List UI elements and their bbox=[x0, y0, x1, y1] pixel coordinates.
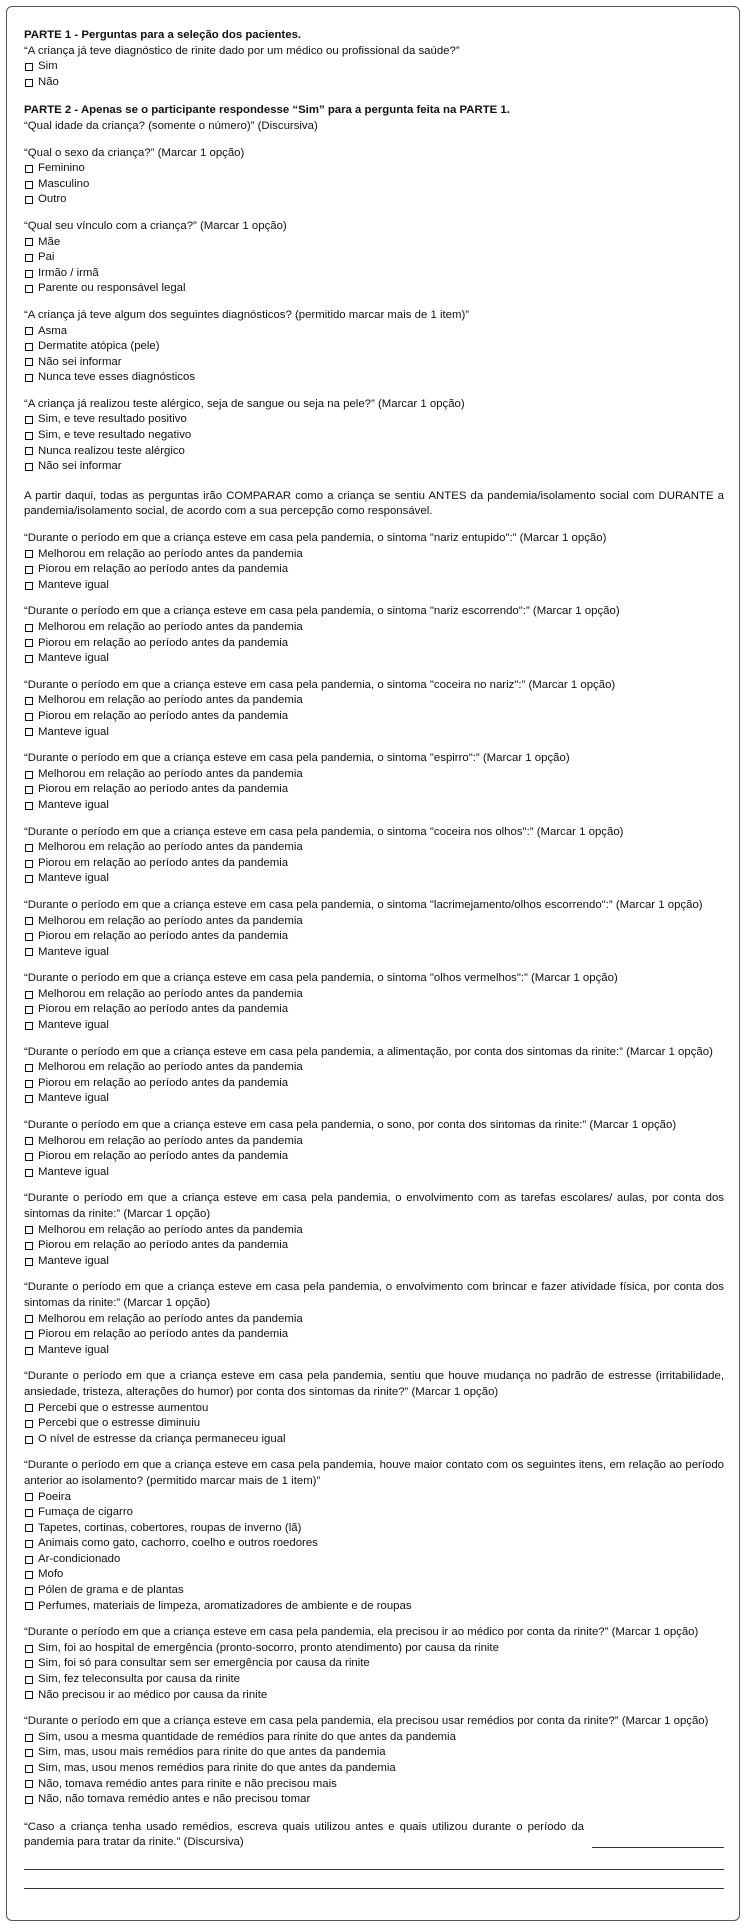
option[interactable] bbox=[24, 1134, 724, 1150]
option[interactable] bbox=[24, 235, 724, 251]
option-label: Manteve igual bbox=[38, 1092, 109, 1105]
option[interactable] bbox=[24, 1792, 724, 1808]
option[interactable] bbox=[24, 1165, 724, 1181]
option[interactable] bbox=[24, 1730, 724, 1746]
question-block bbox=[24, 1714, 724, 1808]
option-label: Sim bbox=[38, 60, 58, 73]
option[interactable] bbox=[24, 620, 724, 636]
option-label: Manteve igual bbox=[38, 945, 109, 958]
option[interactable] bbox=[24, 1536, 724, 1552]
option[interactable] bbox=[24, 444, 724, 460]
option[interactable] bbox=[24, 161, 724, 177]
option[interactable] bbox=[24, 914, 724, 930]
option-label: Feminino bbox=[38, 162, 85, 175]
option-label: Melhorou em relação ao período antes da pandemia bbox=[38, 841, 303, 854]
option[interactable] bbox=[24, 75, 724, 91]
question-text: “Durante o período em que a criança esteve em casa pela pandemia, houve maior contato com os seguintes itens, em relação ao período anterior ao isolamento? (permitido marcar mais de 1 item)” bbox=[24, 1459, 724, 1487]
option-label: Piorou em relação ao período antes da pandemia bbox=[38, 856, 289, 869]
option-label: Melhorou em relação ao período antes da pandemia bbox=[38, 547, 303, 560]
option-label: Asma bbox=[38, 324, 68, 337]
option-label: Nunca realizou teste alérgico bbox=[38, 444, 185, 457]
option[interactable] bbox=[24, 1076, 724, 1092]
question-text: “A criança já realizou teste alérgico, seja de sangue ou seja na pele?” (Marcar 1 opção) bbox=[24, 397, 465, 410]
option-label: Fumaça de cigarro bbox=[38, 1506, 133, 1519]
checkbox[interactable] bbox=[25, 917, 33, 925]
option[interactable] bbox=[24, 1567, 724, 1583]
option-label: Não, não tomava remédio antes e não precisou tomar bbox=[38, 1793, 311, 1806]
option[interactable] bbox=[24, 945, 724, 961]
option[interactable] bbox=[24, 1688, 724, 1704]
option-label: Outro bbox=[38, 193, 67, 206]
option[interactable] bbox=[24, 725, 724, 741]
option-label: Manteve igual bbox=[38, 798, 109, 811]
part2-section bbox=[24, 103, 724, 134]
option-label: Pai bbox=[38, 251, 55, 264]
option[interactable] bbox=[24, 1656, 724, 1672]
checkbox[interactable] bbox=[25, 270, 33, 278]
question-text: “Durante o período em que a criança esteve em casa pela pandemia, o sintoma "nariz entupido":” (Marcar 1 opção) bbox=[24, 532, 607, 545]
option-label: O nível de estresse da criança permaneceu igual bbox=[38, 1432, 286, 1445]
checkbox[interactable] bbox=[25, 1331, 33, 1339]
checkbox[interactable] bbox=[25, 374, 33, 382]
part1-section bbox=[24, 28, 724, 90]
question-block bbox=[24, 898, 724, 960]
option[interactable] bbox=[24, 1761, 724, 1777]
option-label: Manteve igual bbox=[38, 1165, 109, 1178]
option[interactable] bbox=[24, 929, 724, 945]
option-label: Manteve igual bbox=[38, 872, 109, 885]
checkbox[interactable] bbox=[25, 771, 33, 779]
checkbox[interactable] bbox=[25, 1022, 33, 1030]
checkbox[interactable] bbox=[25, 844, 33, 852]
option[interactable] bbox=[24, 1343, 724, 1359]
option[interactable] bbox=[24, 871, 724, 887]
checkbox[interactable] bbox=[25, 1080, 33, 1088]
checkbox[interactable] bbox=[25, 63, 33, 71]
option-label: Manteve igual bbox=[38, 1019, 109, 1032]
option-label: Melhorou em relação ao período antes da pandemia bbox=[38, 694, 303, 707]
checkbox[interactable] bbox=[25, 1676, 33, 1684]
checkbox[interactable] bbox=[25, 1242, 33, 1250]
option[interactable] bbox=[24, 281, 724, 297]
final-question bbox=[24, 1820, 724, 1851]
question-text: “Durante o período em que a criança esteve em casa pela pandemia, a alimentação, por conta dos sintomas da rinite:” (Marcar 1 opção) bbox=[24, 1045, 713, 1058]
question-block bbox=[24, 678, 724, 740]
questions-demographic bbox=[24, 146, 724, 475]
option-label: Piorou em relação ao período antes da pandemia bbox=[38, 563, 289, 576]
option[interactable] bbox=[24, 1490, 724, 1506]
part2-title: PARTE 2 - Apenas se o participante respondesse “Sim” para a pergunta feita na PARTE 1. bbox=[24, 104, 510, 117]
option-label: Sim, mas, usou menos remédios para rinite do que antes da pandemia bbox=[38, 1762, 396, 1774]
option[interactable] bbox=[24, 1223, 724, 1239]
option[interactable] bbox=[24, 1401, 724, 1417]
checkbox[interactable] bbox=[25, 728, 33, 736]
question-block bbox=[24, 146, 724, 208]
checkbox[interactable] bbox=[25, 655, 33, 663]
checkbox[interactable] bbox=[25, 1749, 33, 1757]
option-label: Não sei informar bbox=[38, 355, 122, 368]
question-block bbox=[24, 1280, 724, 1358]
checkbox[interactable] bbox=[25, 416, 33, 424]
option[interactable] bbox=[24, 1583, 724, 1599]
option-label: Perfumes, materiais de limpeza, aromatizadores de ambiente e de roupas bbox=[38, 1599, 412, 1612]
question-block bbox=[24, 825, 724, 887]
option-label: Piorou em relação ao período antes da pandemia bbox=[38, 1328, 289, 1341]
option[interactable] bbox=[24, 1091, 724, 1107]
option-label: Dermatite atópica (pele) bbox=[38, 340, 160, 353]
option[interactable] bbox=[24, 1060, 724, 1076]
option-label: Melhorou em relação ao período antes da pandemia bbox=[38, 987, 303, 1000]
question-text: “Durante o período em que a criança esteve em casa pela pandemia, o sintoma "lacrimejamento/olhos escorrendo":” (Marcar 1 opção) bbox=[24, 898, 703, 911]
checkbox[interactable] bbox=[25, 1524, 33, 1532]
question-text: “Durante o período em que a criança esteve em casa pela pandemia, o sintoma "olhos vermelhos":” (Marcar 1 opção) bbox=[24, 972, 618, 985]
question-block bbox=[24, 1458, 724, 1614]
checkbox[interactable] bbox=[25, 343, 33, 351]
option[interactable] bbox=[24, 250, 724, 266]
option-label: Piorou em relação ao período antes da pandemia bbox=[38, 1239, 289, 1252]
checkbox[interactable] bbox=[25, 1404, 33, 1412]
option[interactable] bbox=[24, 767, 724, 783]
checkbox[interactable] bbox=[25, 786, 33, 794]
checkbox[interactable] bbox=[25, 79, 33, 87]
option-label: Melhorou em relação ao período antes da pandemia bbox=[38, 1223, 303, 1236]
checkbox[interactable] bbox=[25, 933, 33, 941]
option-label: Pólen de grama e de plantas bbox=[38, 1584, 184, 1597]
option-label: Piorou em relação ao período antes da pandemia bbox=[38, 1076, 289, 1089]
checkbox[interactable] bbox=[25, 991, 33, 999]
question-text: “Durante o período em que a criança esteve em casa pela pandemia, o sintoma "coceira nos olhos":” (Marcar 1 opção) bbox=[24, 825, 624, 838]
question-text: “Durante o período em que a criança esteve em casa pela pandemia, o sintoma "espirro":” (Marcar 1 opção) bbox=[24, 752, 570, 765]
option-label: Percebi que o estresse diminuiu bbox=[38, 1417, 201, 1430]
question-block bbox=[24, 397, 724, 475]
option[interactable] bbox=[24, 636, 724, 652]
option[interactable] bbox=[24, 177, 724, 193]
option[interactable] bbox=[24, 1672, 724, 1688]
option[interactable] bbox=[24, 709, 724, 725]
checkbox[interactable] bbox=[25, 181, 33, 189]
option-label: Tapetes, cortinas, cobertores, roupas de inverno (lã) bbox=[38, 1521, 302, 1534]
checkbox[interactable] bbox=[25, 1645, 33, 1653]
answer-line[interactable] bbox=[592, 1836, 724, 1848]
checkbox[interactable] bbox=[25, 1734, 33, 1742]
checkbox[interactable] bbox=[25, 566, 33, 574]
option[interactable] bbox=[24, 782, 724, 798]
question-block bbox=[24, 1118, 724, 1180]
option-label: Manteve igual bbox=[38, 1343, 109, 1356]
checkbox[interactable] bbox=[25, 697, 33, 705]
question-block bbox=[24, 971, 724, 1033]
option[interactable] bbox=[24, 1312, 724, 1328]
checkbox[interactable] bbox=[25, 1347, 33, 1355]
checkbox[interactable] bbox=[25, 1765, 33, 1773]
question-text: “A criança já teve algum dos seguintes diagnósticos? (permitido marcar mais de 1 item)” bbox=[24, 308, 470, 321]
part1-question: “A criança já teve diagnóstico de rinite dado por um médico ou profissional da saúde?” bbox=[24, 44, 460, 57]
option-label: Percebi que o estresse aumentou bbox=[38, 1401, 209, 1414]
option-label: Masculino bbox=[38, 177, 90, 190]
question-text: “Durante o período em que a criança esteve em casa pela pandemia, sentiu que houve mudança no padrão de estresse (irritabilidade, ansiedade, tristeza, alterações do humor) por conta dos sintomas da rinite?” (Marcar 1 opção) bbox=[24, 1370, 724, 1398]
answer-line[interactable] bbox=[24, 1870, 724, 1889]
checkbox[interactable] bbox=[25, 1169, 33, 1177]
option-label: Melhorou em relação ao período antes da pandemia bbox=[38, 767, 303, 780]
checkbox[interactable] bbox=[25, 432, 33, 440]
option[interactable] bbox=[24, 324, 724, 340]
checkbox[interactable] bbox=[25, 1226, 33, 1234]
option-label: Melhorou em relação ao período antes da pandemia bbox=[38, 1061, 303, 1074]
checkbox[interactable] bbox=[25, 1587, 33, 1595]
checkbox[interactable] bbox=[25, 1796, 33, 1804]
answer-line[interactable] bbox=[24, 1851, 724, 1870]
checkbox[interactable] bbox=[25, 1571, 33, 1579]
option-label: Poeira bbox=[38, 1490, 71, 1503]
question-block bbox=[24, 219, 724, 297]
question-text: “Qual o sexo da criança?” (Marcar 1 opção) bbox=[24, 146, 245, 159]
checkbox[interactable] bbox=[25, 1493, 33, 1501]
option-label: Piorou em relação ao período antes da pandemia bbox=[38, 709, 289, 722]
option[interactable] bbox=[24, 987, 724, 1003]
option[interactable] bbox=[24, 547, 724, 563]
checkbox[interactable] bbox=[25, 1258, 33, 1266]
checkbox[interactable] bbox=[25, 875, 33, 883]
option[interactable] bbox=[24, 840, 724, 856]
option[interactable] bbox=[24, 1552, 724, 1568]
option[interactable] bbox=[24, 1777, 724, 1793]
checkbox[interactable] bbox=[25, 327, 33, 335]
option[interactable] bbox=[24, 1641, 724, 1657]
option-label: Parente ou responsável legal bbox=[38, 282, 186, 295]
option-label: Piorou em relação ao período antes da pandemia bbox=[38, 636, 289, 649]
question-text: “Durante o período em que a criança esteve em casa pela pandemia, o sintoma "nariz escorrendo":” (Marcar 1 opção) bbox=[24, 605, 620, 618]
option-label: Sim, e teve resultado positivo bbox=[38, 413, 187, 426]
option[interactable] bbox=[24, 693, 724, 709]
checkbox[interactable] bbox=[25, 447, 33, 455]
option[interactable] bbox=[24, 459, 724, 475]
option-label: Sim, foi ao hospital de emergência (pronto-socorro, pronto atendimento) por causa da rinite bbox=[38, 1641, 499, 1654]
option-label: Nunca teve esses diagnósticos bbox=[38, 371, 196, 384]
option[interactable] bbox=[24, 1149, 724, 1165]
option[interactable] bbox=[24, 856, 724, 872]
option[interactable] bbox=[24, 562, 724, 578]
checkbox[interactable] bbox=[25, 1095, 33, 1103]
checkbox[interactable] bbox=[25, 196, 33, 204]
checkbox[interactable] bbox=[25, 1556, 33, 1564]
question-text: “Durante o período em que a criança esteve em casa pela pandemia, ela precisou usar remédios por conta da rinite?” (Marcar 1 opção) bbox=[24, 1715, 709, 1728]
option-label: Mofo bbox=[38, 1568, 64, 1581]
option-label: Melhorou em relação ao período antes da pandemia bbox=[38, 621, 303, 633]
final-question-text: “Caso a criança tenha usado remédios, escreva quais utilizou antes e quais utilizou durante o período da pandemia para tratar da rinite.” (Discursiva) bbox=[24, 1820, 584, 1849]
age-question: “Qual idade da criança? (somente o número)” (Discursiva) bbox=[24, 119, 318, 132]
checkbox[interactable] bbox=[25, 285, 33, 293]
checkbox[interactable] bbox=[25, 1137, 33, 1145]
checkbox[interactable] bbox=[25, 624, 33, 632]
questions-comparison bbox=[24, 531, 724, 1808]
option[interactable] bbox=[24, 339, 724, 355]
option[interactable] bbox=[24, 1599, 724, 1615]
option-label: Piorou em relação ao período antes da pandemia bbox=[38, 930, 289, 943]
option-label: Sim, usou a mesma quantidade de remédios para rinite do que antes da pandemia bbox=[38, 1730, 456, 1743]
option-label: Piorou em relação ao período antes da pandemia bbox=[38, 1150, 289, 1163]
option-label: Sim, e teve resultado negativo bbox=[38, 429, 192, 442]
option-label: Não bbox=[38, 75, 59, 88]
checkbox[interactable] bbox=[25, 1006, 33, 1014]
option-label: Melhorou em relação ao período antes da pandemia bbox=[38, 1312, 303, 1325]
question-block bbox=[24, 1369, 724, 1447]
option-label: Manteve igual bbox=[38, 1254, 109, 1267]
question-text: “Durante o período em que a criança esteve em casa pela pandemia, o sono, por conta dos sintomas da rinite:” (Marcar 1 opção) bbox=[24, 1119, 677, 1132]
option-label: Melhorou em relação ao período antes da pandemia bbox=[38, 914, 303, 927]
option-label: Piorou em relação ao período antes da pandemia bbox=[38, 1003, 289, 1016]
option[interactable] bbox=[24, 1254, 724, 1270]
checkbox[interactable] bbox=[25, 948, 33, 956]
option[interactable] bbox=[24, 1002, 724, 1018]
checkbox[interactable] bbox=[25, 550, 33, 558]
option-label: Manteve igual bbox=[38, 725, 109, 738]
option[interactable] bbox=[24, 412, 724, 428]
part1-title: PARTE 1 - Perguntas para a seleção dos pacientes. bbox=[24, 29, 302, 41]
option-label: Manteve igual bbox=[38, 578, 109, 591]
question-block bbox=[24, 604, 724, 666]
checkbox[interactable] bbox=[25, 1153, 33, 1161]
question-block bbox=[24, 751, 724, 813]
question-text: “Durante o período em que a criança esteve em casa pela pandemia, o envolvimento com brincar e fazer atividade física, por conta dos sintomas da rinite:” (Marcar 1 opção) bbox=[24, 1281, 724, 1309]
option-label: Mãe bbox=[38, 235, 61, 248]
option[interactable] bbox=[24, 1416, 724, 1432]
checkbox[interactable] bbox=[25, 1064, 33, 1072]
checkbox[interactable] bbox=[25, 1691, 33, 1699]
option-label: Manteve igual bbox=[38, 652, 109, 665]
checkbox[interactable] bbox=[25, 463, 33, 471]
option-label: Não, tomava remédio antes para rinite e não precisou mais bbox=[38, 1777, 337, 1790]
option[interactable] bbox=[24, 355, 724, 371]
option-label: Não sei informar bbox=[38, 460, 122, 473]
option-label: Sim, foi só para consultar sem ser emergência por causa da rinite bbox=[38, 1657, 370, 1670]
checkbox[interactable] bbox=[25, 1436, 33, 1444]
option[interactable] bbox=[24, 1238, 724, 1254]
option-label: Sim, fez teleconsulta por causa da rinite bbox=[38, 1673, 240, 1686]
option-label: Animais como gato, cachorro, coelho e outros roedores bbox=[38, 1537, 318, 1550]
option[interactable] bbox=[24, 1327, 724, 1343]
option[interactable] bbox=[24, 1018, 724, 1034]
checkbox[interactable] bbox=[25, 254, 33, 262]
option-label: Sim, mas, usou mais remédios para rinite do que antes da pandemia bbox=[38, 1746, 386, 1759]
comparison-intro: A partir daqui, todas as perguntas irão COMPARAR como a criança se sentiu ANTES da pandemia/isolamento social com DURANTE a pandemia/isolamento social, de acordo com a sua percepção como responsável. bbox=[24, 489, 724, 518]
option[interactable] bbox=[24, 59, 724, 75]
option[interactable] bbox=[24, 192, 724, 208]
checkbox[interactable] bbox=[25, 1540, 33, 1548]
checkbox[interactable] bbox=[25, 165, 33, 173]
checkbox[interactable] bbox=[25, 802, 33, 810]
checkbox[interactable] bbox=[25, 1315, 33, 1323]
question-block bbox=[24, 1045, 724, 1107]
option-label: Piorou em relação ao período antes da pandemia bbox=[38, 783, 289, 796]
question-text: “Durante o período em que a criança esteve em casa pela pandemia, ela precisou ir ao médico por conta da rinite?” (Marcar 1 opção) bbox=[24, 1626, 699, 1639]
option[interactable] bbox=[24, 1521, 724, 1537]
option-label: Não precisou ir ao médico por causa da rinite bbox=[38, 1688, 268, 1701]
question-block bbox=[24, 531, 724, 593]
question-block bbox=[24, 308, 724, 386]
option[interactable] bbox=[24, 1505, 724, 1521]
checkbox[interactable] bbox=[25, 639, 33, 647]
option-label: Ar-condicionado bbox=[38, 1552, 121, 1565]
option-label: Irmão / irmã bbox=[38, 266, 99, 279]
question-text: “Durante o período em que a criança esteve em casa pela pandemia, o envolvimento com as tarefas escolares/ aulas, por conta dos sintomas da rinite:” (Marcar 1 opção) bbox=[24, 1192, 724, 1220]
option[interactable] bbox=[24, 266, 724, 282]
checkbox[interactable] bbox=[25, 1420, 33, 1428]
checkbox[interactable] bbox=[25, 1602, 33, 1610]
checkbox[interactable] bbox=[25, 1660, 33, 1668]
question-text: “Qual seu vínculo com a criança?” (Marcar 1 opção) bbox=[24, 219, 287, 232]
checkbox[interactable] bbox=[25, 1509, 33, 1517]
checkbox[interactable] bbox=[25, 1780, 33, 1788]
option[interactable] bbox=[24, 651, 724, 667]
question-block bbox=[24, 1625, 724, 1703]
checkbox[interactable] bbox=[25, 860, 33, 868]
checkbox[interactable] bbox=[25, 713, 33, 721]
option-label: Melhorou em relação ao período antes da pandemia bbox=[38, 1134, 303, 1147]
checkbox[interactable] bbox=[25, 358, 33, 366]
option[interactable] bbox=[24, 798, 724, 814]
option[interactable] bbox=[24, 428, 724, 444]
question-text: “Durante o período em que a criança esteve em casa pela pandemia, o sintoma "coceira no nariz":” (Marcar 1 opção) bbox=[24, 678, 616, 691]
option[interactable] bbox=[24, 370, 724, 386]
questionnaire bbox=[24, 28, 724, 1889]
checkbox[interactable] bbox=[25, 582, 33, 590]
option[interactable] bbox=[24, 1432, 724, 1448]
checkbox[interactable] bbox=[25, 238, 33, 246]
question-block bbox=[24, 1191, 724, 1269]
option[interactable] bbox=[24, 578, 724, 594]
option[interactable] bbox=[24, 1745, 724, 1761]
